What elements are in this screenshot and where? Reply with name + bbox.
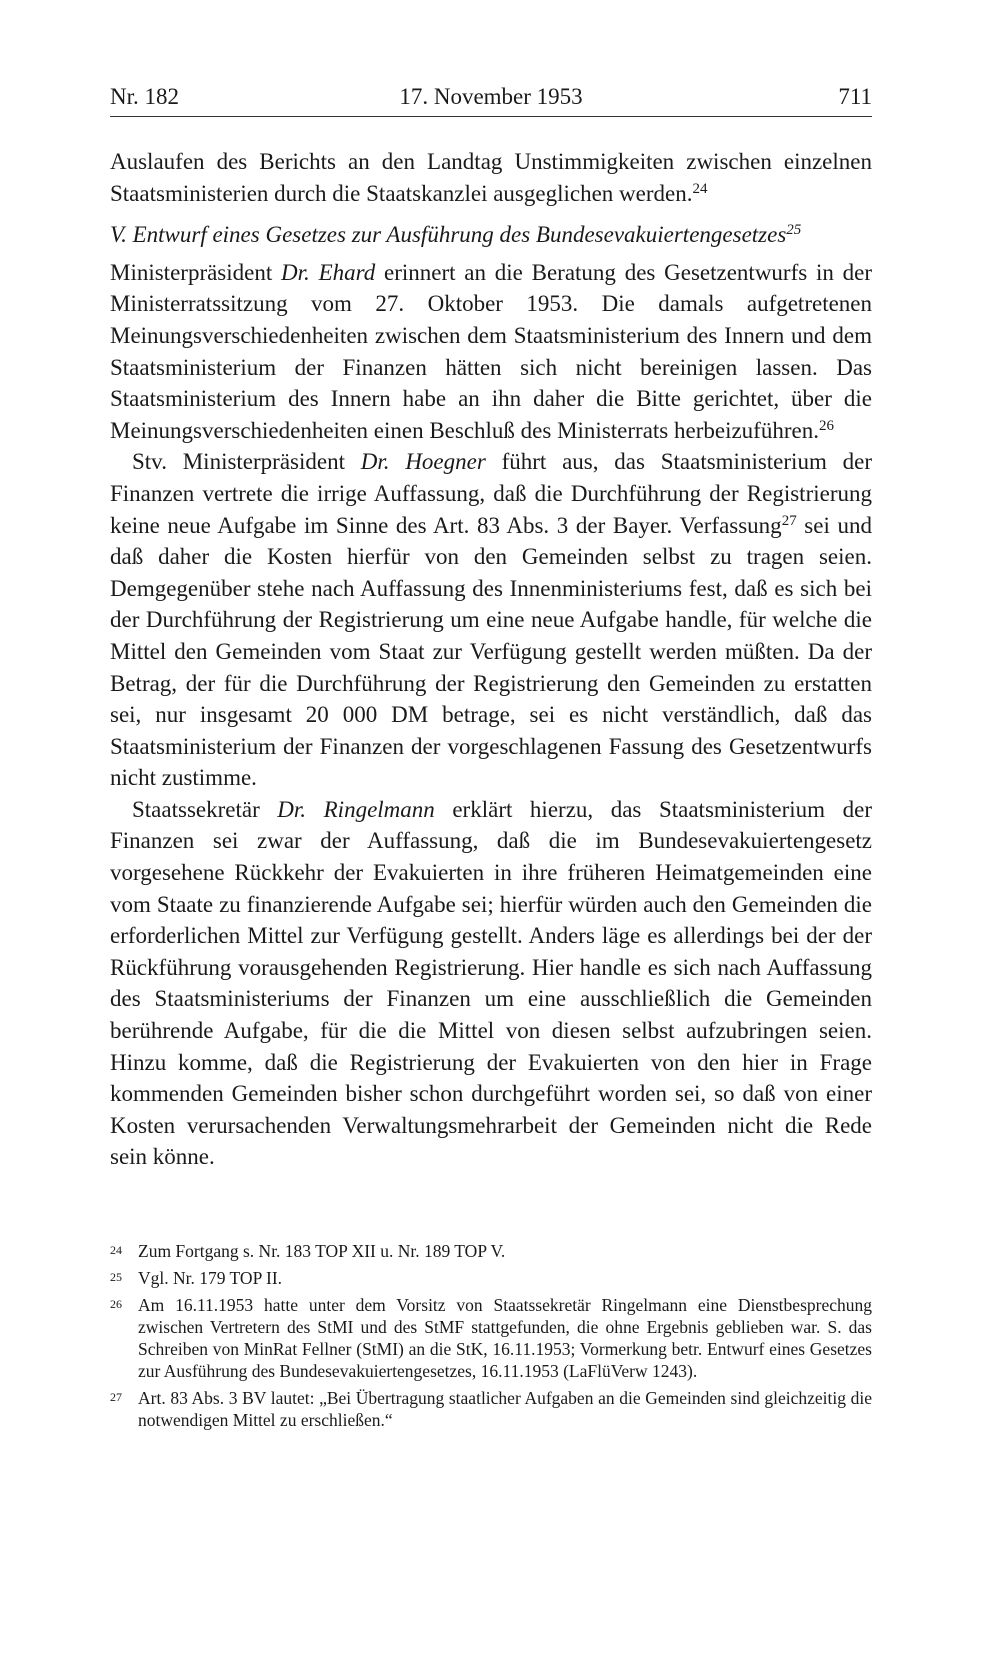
footnote-number: 25	[110, 1270, 122, 1284]
footnote	[110, 1387, 872, 1431]
section-heading: V. Entwurf eines Gesetzes zur Ausführung des Bundesevakuiertengesetzes$^{25}$	[110, 222, 802, 248]
footnote-text: Art. 83 Abs. 3 BV lautet: „Bei Übertragung staatlicher Aufgaben an die Gemeinden sind gleichzeitig die notwendigen Mittel zu erschließen.“	[138, 1388, 872, 1430]
footnote-ref[interactable]: 26	[818, 417, 834, 434]
footnote-ref[interactable]: 27	[781, 512, 797, 529]
document-number: Nr. 182	[110, 84, 179, 109]
footnote-number: 26	[110, 1297, 122, 1311]
paragraph: Auslaufen des Berichts an den Landtag Unstimmigkeiten zwischen einzelnen Staatsministerien durch die Staatskanzlei ausgeglichen werden.$^{24}$	[110, 149, 872, 206]
footnote	[110, 1240, 872, 1262]
speaker-name: Dr. Ringelmann	[277, 796, 435, 822]
running-header	[110, 80, 872, 117]
main-text	[110, 146, 872, 1173]
footnote-number: 24	[110, 1243, 122, 1257]
footnotes	[110, 1240, 872, 1436]
footnote	[110, 1267, 872, 1289]
speaker-name: Dr. Hoegner	[360, 449, 486, 475]
footnote-ref[interactable]: 25	[786, 222, 802, 239]
footnote	[110, 1294, 872, 1382]
page-number: 711	[838, 84, 872, 109]
paragraph: Staatssekretär Dr. Ringelmann erklärt hierzu, das Staatsministerium der Finanzen sei zwar der Auffassung, daß die im Bundesevakuiertengesetz vorgesehene Rückkehr der Evakuierten in ihre früheren Heimatgemeinden eine vom Staate zu finanzierende Aufgabe sei; hierfür würden auch den Gemeinden die erforderlichen Mittel zur Verfügung gestellt. Anders läge es allerdings bei der der Rückführung vorausgehenden Registrierung. Hier handle es sich nach Auffassung des Staatsministeriums der Finanzen um eine ausschließlich die Gemeinden berührende Aufgabe, für die die Mittel von diesen selbst aufzubringen seien. Hinzu komme, daß die Registrierung der Evakuierten von den hier in Frage kommenden Gemeinden bisher schon durchgeführt worden sei, so daß von einer Kosten verursachenden Verwaltungsmehrarbeit der Gemeinden nicht die Rede sein könne.	[110, 796, 872, 1170]
footnote-text: Am 16.11.1953 hatte unter dem Vorsitz von Staatssekretär Ringelmann eine Dienstbesprechung zwischen Vertretern des StMI und des StMF stattgefunden, die ohne Ergebnis geblieben war. S. das Schreiben von MinRat Fellner (StMI) an die StK, 16.11.1953; Vormerkung betr. Entwurf eines Gesetzes zur Ausführung des Bundesevakuiertengesetzes, 16.11.1953 (LaFlüVerw 1243).	[138, 1295, 872, 1381]
footnote-text: Zum Fortgang s. Nr. 183 TOP XII u. Nr. 189 TOP V.	[138, 1241, 506, 1261]
speaker-name: Dr. Ehard	[281, 259, 376, 285]
paragraph: Ministerpräsident Dr. Ehard erinnert an die Beratung des Gesetzentwurfs in der Ministerratssitzung vom 27. Oktober 1953. Die damals aufgetretenen Meinungsverschiedenheiten zwischen dem Staatsministerium des Innern und dem Staatsministerium der Finanzen hätten sich nicht bereinigen lassen. Das Staatsministerium des Innern habe an ihn daher die Bitte gerichtet, über die Meinungsverschiedenheiten einen Beschluß des Ministerrats herbeizuführen.$^{26}$	[110, 259, 872, 443]
footnote-number: 27	[110, 1390, 122, 1404]
footnote-text: Vgl. Nr. 179 TOP II.	[138, 1268, 283, 1288]
paragraph: Stv. Ministerpräsident Dr. Hoegner führt aus, das Staatsministerium der Finanzen vertrete die irrige Auffassung, daß die Durchführung der Registrierung keine neue Aufgabe im Sinne des Art. 83 Abs. 3 der Bayer. Verfassung$^{27}$ sei und daß daher die Kosten hierfür von den Gemeinden selbst zu tragen seien. Demgegenüber stehe nach Auffassung des Innenministeriums fest, daß es sich bei der Durchführung der Registrierung um eine neue Aufgabe handle, für welche die Mittel den Gemeinden vom Staat zur Verfügung gestellt werden müßten. Da der Betrag, der für die Durchführung der Registrierung den Gemeinden zu erstatten sei, nur insgesamt 20 000 DM betrage, sei es nicht verständlich, daß das Staatsministerium der Finanzen der vorgeschlagenen Fassung des Gesetzentwurfs nicht zustimme.	[110, 449, 872, 791]
footnote-ref[interactable]: 24	[692, 180, 708, 197]
header-date: 17. November 1953	[399, 84, 583, 109]
